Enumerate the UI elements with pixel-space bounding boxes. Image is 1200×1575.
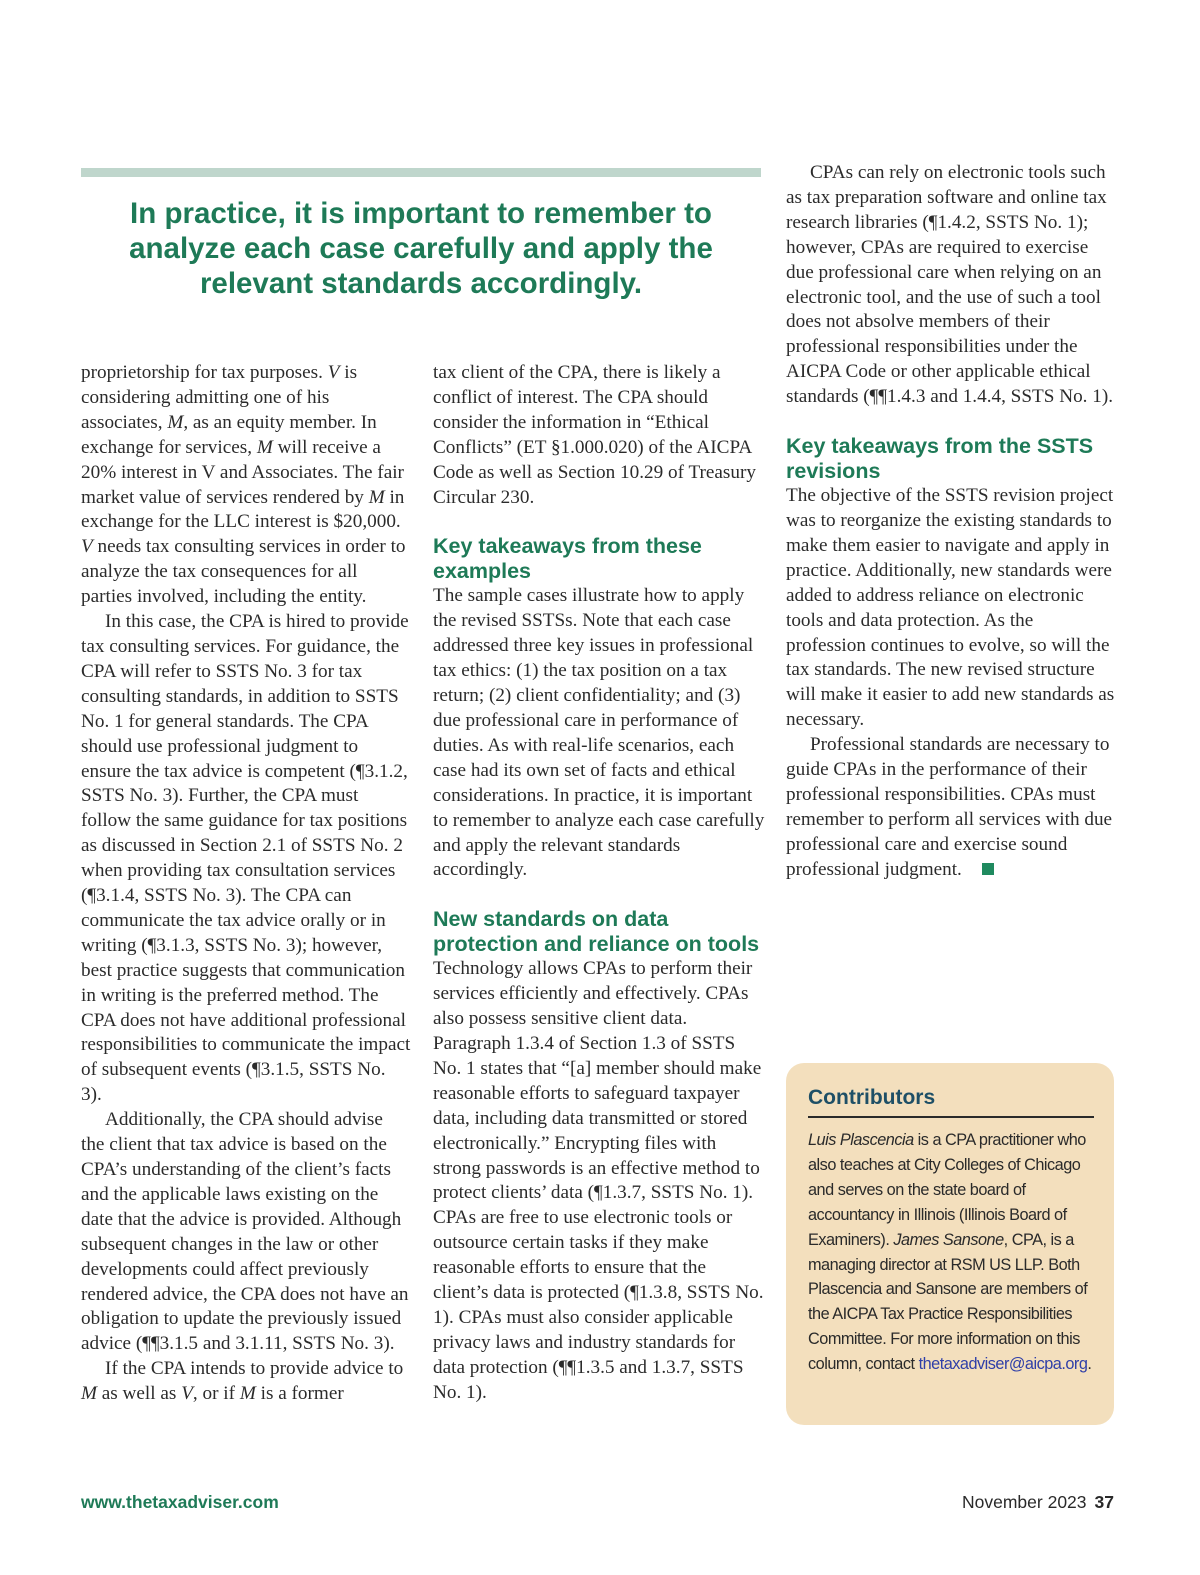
contact-email-link[interactable]: thetaxadviser@aicpa.org bbox=[918, 1355, 1088, 1374]
pull-quote bbox=[81, 196, 761, 301]
contributors-text: Luis Plascencia is a CPA practitioner who also teaches at City Colleges of Chicago and serves on the state board of accountancy in Illinois (Illinois Board of Examiners). James Sansone, CPA, is a managing director at RSM US LLP. Both Plascencia and Sansone are members of the AICPA Tax Practice Responsibilities Committee. For more information on this column, contact thetaxadviser@aicpa.org. bbox=[808, 1131, 1092, 1374]
pull-quote-line-2: analyze each case carefully and apply the bbox=[129, 232, 713, 265]
pull-quote-line-1: In practice, it is important to remember to bbox=[130, 197, 712, 230]
article-column-3 bbox=[786, 161, 1116, 883]
article-column-1 bbox=[81, 361, 411, 1407]
paragraph: proprietorship for tax purposes. V is considering admitting one of his associates, M, as an equity member. In exchange for services, M will receive a 20% interest in V and Associates. The fair market value of services rendered by M in exchange for the LLC interest is $20,000. V needs tax consulting services in order to analyze the tax consequences for all parties involved, including the entity. bbox=[81, 362, 406, 608]
pull-quote-rule bbox=[81, 168, 761, 177]
section-heading-key-takeaways-examples: Key takeaways from these examples bbox=[433, 534, 702, 584]
article-column-2 bbox=[433, 361, 765, 1406]
paragraph: The sample cases illustrate how to apply the revised SSTSs. Note that each case addressed three key issues in professional tax ethics: (1) the tax position on a tax return; (2) client confidentiality; and (3) due professional care in performance of duties. As with real-life scenarios, each case had its own set of facts and ethical considerations. In practice, it is important to remember to analyze each case carefully and apply the relevant standards accordingly. bbox=[433, 585, 765, 881]
paragraph: The objective of the SSTS revision project was to reorganize the existing standards to make them easier to navigate and apply in practice. Additionally, new standards were added to address reliance on electronic tools and data protection. As the profession continues to evolve, so will the tax standards. The new revised structure will make it easier to add new standards as necessary. bbox=[786, 485, 1115, 731]
paragraph: Additionally, the CPA should advise the client that tax advice is based on the CPA’s understanding of the client’s facts and the applicable laws existing on the date that the advice is provided. Although subsequent changes in the law or other developments could affect previously rendered advice, the CPA does not have an obligation to update the previously issued advice (¶¶3.1.5 and 3.1.11, SSTS No. 3). bbox=[81, 1109, 409, 1355]
contributor-name: Luis Plascencia bbox=[808, 1131, 914, 1149]
footer-website[interactable]: www.thetaxadviser.com bbox=[81, 1492, 279, 1512]
pull-quote-line-3: relevant standards accordingly. bbox=[199, 267, 643, 300]
paragraph: In this case, the CPA is hired to provide tax consulting services. For guidance, the CPA will refer to SSTS No. 3 for tax consulting standards, in addition to SSTS No. 1 for general standards. The CPA should use professional judgment to ensure the tax advice is competent (¶3.1.2, SSTS No. 3). Further, the CPA must follow the same guidance for tax positions as discussed in Section 2.1 of SSTS No. 2 when providing tax consultation services (¶3.1.4, SSTS No. 3). The CPA can communicate the tax advice orally or in writing (¶3.1.3, SSTS No. 3); however, best practice suggests that communication in writing is the preferred method. The CPA does not have additional professional responsibilities to communicate the impact of subsequent events (¶3.1.5, SSTS No. 3). bbox=[81, 611, 411, 1106]
footer-date-page bbox=[962, 1492, 1114, 1513]
paragraph: Professional standards are necessary to guide CPAs in the performance of their professional responsibilities. CPAs must remember to perform all services with due professional care and exercise sound professional judgment. bbox=[786, 734, 1113, 880]
paragraph: Technology allows CPAs to perform their services efficiently and effectively. CPAs also possess sensitive client data. Paragraph 1.3.4 of Section 1.3 of SSTS No. 1 states that “[a] member should make reasonable efforts to safeguard taxpayer data, including data transmitted or stored electronically.” Encrypting files with strong passwords is an effective method to protect clients’ data (¶1.3.7, SSTS No. 1). CPAs are free to use electronic tools or outsource certain tasks if they make reasonable efforts to ensure that the client’s data is protected (¶1.3.8, SSTS No. 1). CPAs must also consider applicable privacy laws and industry standards for data protection (¶¶1.3.5 and 1.3.7, SSTS No. 1). bbox=[433, 958, 764, 1403]
section-heading-ssts-revisions: Key takeaways from the SSTS revisions bbox=[786, 434, 1094, 484]
paragraph: CPAs can rely on electronic tools such as tax preparation software and online tax research libraries (¶1.4.2, SSTS No. 1); however, CPAs are required to exercise due professional care when relying on an electronic tool, and the use of such a tool does not absolve members of their professional responsibilities under the AICPA Code or other applicable ethical standards (¶¶1.4.3 and 1.4.4, SSTS No. 1). bbox=[786, 162, 1114, 408]
contributor-name: James Sansone bbox=[893, 1230, 1004, 1249]
contributors-title: Contributors bbox=[808, 1085, 1094, 1118]
page-number: 37 bbox=[1094, 1492, 1114, 1512]
paragraph: tax client of the CPA, there is likely a conflict of interest. The CPA should consider the information in “Ethical Conflicts” (ET §1.000.020) of the AICPA Code as well as Section 10.29 of Treasury Circular 230. bbox=[433, 362, 756, 508]
issue-date: November 2023 bbox=[962, 1492, 1087, 1512]
section-heading-new-standards: New standards on data protection and reliance on tools bbox=[433, 907, 760, 957]
end-of-article-mark bbox=[982, 863, 994, 875]
contributors-box bbox=[786, 1063, 1114, 1425]
paragraph: If the CPA intends to provide advice to M as well as V, or if M is a former bbox=[81, 1358, 404, 1405]
